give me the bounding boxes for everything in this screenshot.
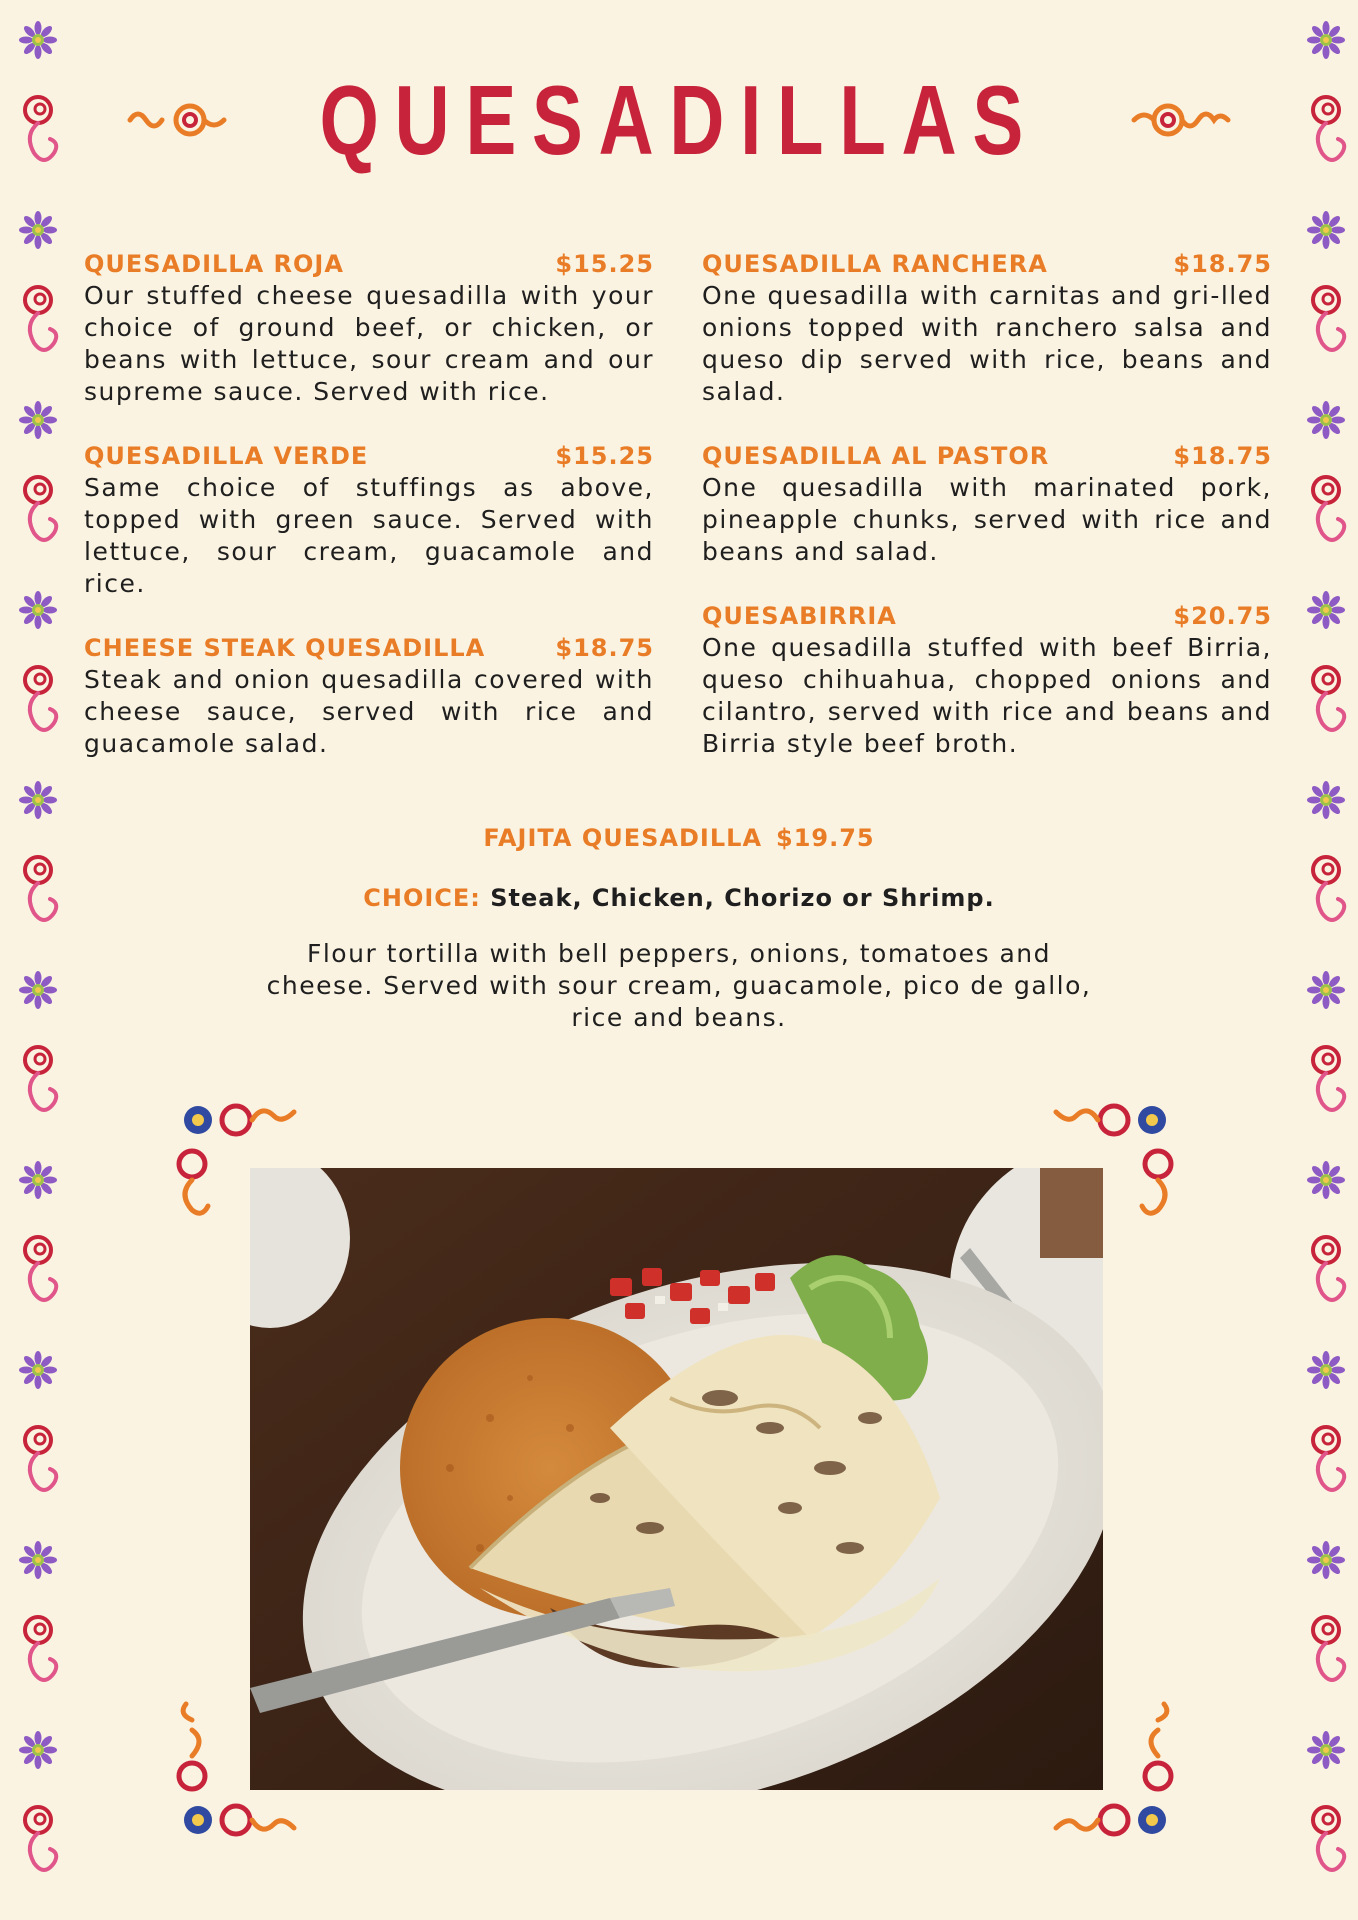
right-decorative-border xyxy=(1288,0,1358,1920)
flower-icon xyxy=(1307,1161,1345,1199)
menu-item xyxy=(84,248,654,408)
menu-item xyxy=(702,248,1272,408)
swirl-icon xyxy=(25,667,56,730)
item-name: CHEESE STEAK QUESADILLA xyxy=(84,634,486,662)
title-banner xyxy=(0,60,1358,180)
flower-icon xyxy=(19,1731,57,1769)
swirl-icon xyxy=(25,287,56,350)
item-description: One quesadilla stuffed with beef Birria, queso chihuahua, chopped onions and cilantro, served with rice and beans and Birria style beef broth. xyxy=(702,633,1272,758)
featured-item-price: $19.75 xyxy=(776,824,875,852)
featured-item xyxy=(250,818,1108,1034)
featured-item-choice xyxy=(250,878,1108,918)
item-price: $20.75 xyxy=(1173,602,1272,630)
swirl-icon xyxy=(25,1427,56,1490)
swirl-icon xyxy=(25,1617,56,1680)
menu-item xyxy=(84,440,654,600)
flower-icon xyxy=(1307,21,1345,59)
swirl-ornament-icon xyxy=(120,90,230,150)
flower-icon xyxy=(1307,1731,1345,1769)
menu-column-right xyxy=(702,248,1272,792)
swirl-icon xyxy=(1313,1617,1344,1680)
item-description: Same choice of stuffings as above, topped with green sauce. Served with lettuce, sour cream, guacamole and rice. xyxy=(84,473,654,598)
flower-icon xyxy=(19,591,57,629)
flower-icon xyxy=(1307,1351,1345,1389)
item-name: QUESADILLA ROJA xyxy=(84,250,344,278)
swirl-icon xyxy=(1313,477,1344,540)
flower-icon xyxy=(19,1161,57,1199)
flower-icon xyxy=(1307,1541,1345,1579)
item-price: $15.25 xyxy=(555,250,654,278)
item-description: One quesadilla with marinated pork, pineapple chunks, served with rice and beans and salad. xyxy=(702,473,1272,566)
swirl-icon xyxy=(25,477,56,540)
menu-item xyxy=(702,440,1272,568)
flower-icon xyxy=(1307,781,1345,819)
flower-icon xyxy=(19,21,57,59)
quesadilla-plate-illustration xyxy=(250,1168,1103,1790)
featured-item-name: FAJITA QUESADILLA xyxy=(483,824,763,852)
dish-photo xyxy=(250,1168,1103,1790)
swirl-icon xyxy=(1313,1807,1344,1870)
flower-icon xyxy=(19,781,57,819)
choice-label: CHOICE: xyxy=(363,884,481,912)
flower-icon xyxy=(19,211,57,249)
swirl-icon xyxy=(1313,1427,1344,1490)
left-decorative-border xyxy=(0,0,70,1920)
swirl-ornament-icon xyxy=(1128,90,1238,150)
swirl-icon xyxy=(1313,287,1344,350)
item-price: $18.75 xyxy=(1173,250,1272,278)
swirl-icon xyxy=(1313,1237,1344,1300)
item-price: $15.25 xyxy=(555,442,654,470)
item-name: QUESADILLA VERDE xyxy=(84,442,369,470)
featured-item-description: Flour tortilla with bell peppers, onions, tomatoes and cheese. Served with sour cream, guacamole, pico de gallo, rice and beans. xyxy=(266,939,1092,1032)
menu-item xyxy=(84,632,654,760)
swirl-icon xyxy=(1313,667,1344,730)
item-description: Our stuffed cheese quesadilla with your choice of ground beef, or chicken, or beans with lettuce, sour cream and our supreme sauce. Served with rice. xyxy=(84,281,654,406)
item-description: One quesadilla with carnitas and gri-lled onions topped with ranchero salsa and queso dip served with rice, beans and salad. xyxy=(702,281,1272,406)
menu-column-left xyxy=(84,248,654,792)
swirl-icon xyxy=(1313,1047,1344,1110)
swirl-icon xyxy=(25,1047,56,1110)
flower-icon xyxy=(1307,971,1345,1009)
flower-icon xyxy=(1307,591,1345,629)
swirl-icon xyxy=(1313,857,1344,920)
item-description: Steak and onion quesadilla covered with cheese sauce, served with rice and guacamole salad. xyxy=(84,665,654,758)
swirl-icon xyxy=(25,1237,56,1300)
swirl-icon xyxy=(25,1807,56,1870)
item-name: QUESADILLA AL PASTOR xyxy=(702,442,1050,470)
item-price: $18.75 xyxy=(1173,442,1272,470)
menu-item xyxy=(702,600,1272,760)
flower-icon xyxy=(19,1541,57,1579)
flower-icon xyxy=(1307,401,1345,439)
featured-item-heading xyxy=(250,818,1108,858)
item-name: QUESADILLA RANCHERA xyxy=(702,250,1048,278)
item-price: $18.75 xyxy=(555,634,654,662)
flower-icon xyxy=(19,401,57,439)
item-name: QUESABIRRIA xyxy=(702,602,897,630)
swirl-icon xyxy=(25,857,56,920)
choice-value: Steak, Chicken, Chorizo or Shrimp. xyxy=(490,884,995,912)
page-title: QUESADILLAS xyxy=(319,65,1039,175)
flower-icon xyxy=(19,1351,57,1389)
flower-icon xyxy=(1307,211,1345,249)
flower-icon xyxy=(19,971,57,1009)
